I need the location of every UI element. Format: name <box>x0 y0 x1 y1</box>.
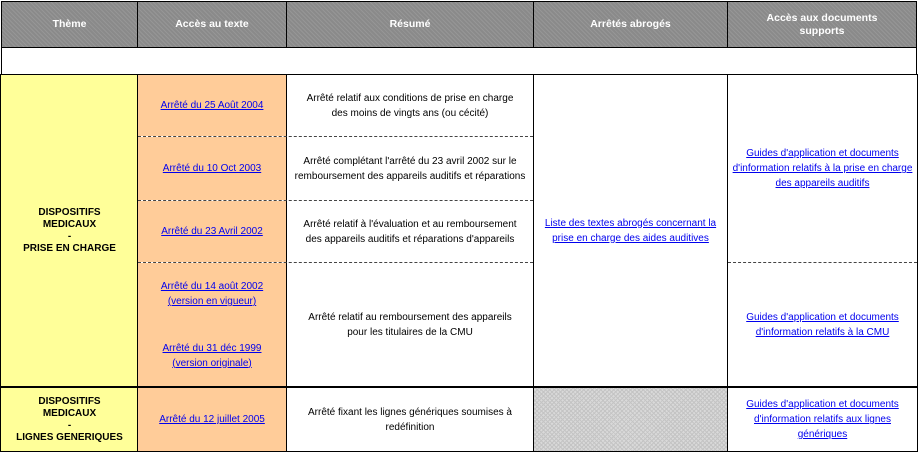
header-theme-label: Thème <box>52 18 87 30</box>
header-acces-label: Accès au texte <box>175 18 249 30</box>
section1-acces-row1 <box>138 75 286 136</box>
section1-resume-row4 <box>287 263 533 386</box>
section2-documents <box>728 388 917 451</box>
section2-theme-line: LIGNES GENERIQUES <box>16 431 123 443</box>
header-documents-supports-label: Accès aux documents supports <box>766 11 878 37</box>
arrete-link[interactable]: Arrêté du 23 Avril 2002 <box>161 226 263 237</box>
row-separator <box>138 200 533 201</box>
header-acces <box>137 1 287 48</box>
section1-theme-line: MEDICAUX <box>42 218 97 230</box>
section2-theme-line: DISPOSITIFS <box>38 395 101 407</box>
arrete-link[interactable]: Arrêté du 14 août 2002 (version en vigueur) <box>160 281 264 307</box>
row-separator <box>138 262 533 263</box>
resume-text: Arrêté relatif aux conditions de prise en charge des moins de vingts ans (ou cécité) <box>306 92 514 119</box>
abroges-link[interactable]: Liste des textes abrogés concernant la prise en charge des aides auditives <box>544 217 717 244</box>
grid-line <box>286 74 287 452</box>
header-arretes-abroges <box>533 1 728 48</box>
section1-theme <box>1 75 138 386</box>
documents-link[interactable]: Guides d'application et documents d'information relatifs aux lignes génériques <box>746 399 899 440</box>
arrete-link[interactable]: Arrêté du 31 déc 1999 (version originale) <box>162 342 262 369</box>
row-separator <box>728 262 917 263</box>
row-separator <box>138 136 533 137</box>
section1-resume-row1 <box>287 75 533 136</box>
section2-theme <box>1 388 138 451</box>
grid-line <box>727 74 728 452</box>
section2-abroges-empty <box>534 388 727 451</box>
arrete-link[interactable]: Arrêté du 25 Août 2004 <box>160 100 264 111</box>
resume-text: Arrêté complétant l'arrêté du 23 avril 2002 sur le remboursement des appareils auditifs et réparations <box>294 155 526 182</box>
spacer-row <box>1 48 917 75</box>
section2-theme-line: - <box>67 419 72 431</box>
resume-text: Arrêté relatif à l'évaluation et au remboursement des appareils auditifs et réparations d'appareils <box>303 218 517 245</box>
section1-theme-line: - <box>67 230 72 242</box>
section1-acces-row3 <box>138 201 286 262</box>
arrete-link[interactable]: Arrêté du 12 juillet 2005 <box>159 414 265 425</box>
header-theme <box>1 1 138 48</box>
section1-documents-1 <box>728 75 917 262</box>
resume-text: Arrêté fixant les lignes génériques soumises à redéfinition <box>308 406 512 433</box>
header-arretes-abroges-label: Arrêtés abrogés <box>590 18 671 30</box>
header-resume-label: Résumé <box>389 18 431 30</box>
section1-acces-row4b <box>138 325 286 386</box>
documents-link[interactable]: Guides d'application et documents d'information relatifs à la CMU <box>746 311 899 338</box>
section1-theme-line: DISPOSITIFS <box>38 206 101 218</box>
section1-acces-row4a <box>138 263 286 325</box>
grid-line <box>137 74 138 452</box>
resume-text: Arrêté relatif au remboursement des appareils pour les titulaires de la CMU <box>308 311 512 338</box>
grid-line <box>533 74 534 452</box>
header-resume <box>286 1 534 48</box>
arrete-link[interactable]: Arrêté du 10 Oct 2003 <box>162 163 262 174</box>
section1-resume-row2 <box>287 137 533 200</box>
section1-resume-row3 <box>287 201 533 262</box>
header-documents-supports <box>727 1 917 48</box>
grid-line <box>0 74 1 452</box>
section1-acces-row2 <box>138 137 286 200</box>
section1-abroges <box>534 75 727 386</box>
section2-acces <box>138 388 286 451</box>
section1-documents-2 <box>728 263 917 386</box>
documents-link[interactable]: Guides d'application et documents d'information relatifs à la prise en charge des appareils auditifs <box>732 148 913 189</box>
section2-resume <box>287 388 533 451</box>
section1-theme-line: PRISE EN CHARGE <box>23 242 116 254</box>
section2-theme-line: MEDICAUX <box>42 407 97 419</box>
